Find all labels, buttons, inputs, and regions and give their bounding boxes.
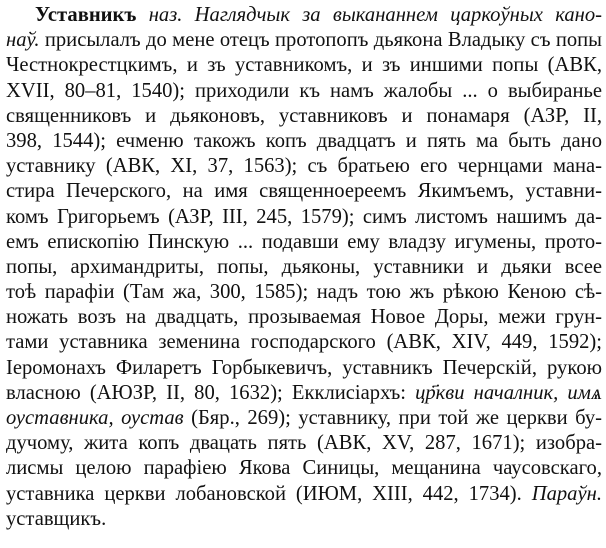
entry-text-line: [6, 205, 602, 230]
entry-text-line: [6, 28, 602, 53]
dictionary-entry: [6, 0, 602, 529]
italic-text: наў.: [6, 29, 40, 52]
entry-headword-line: [6, 3, 602, 28]
entry-text-line: [6, 431, 602, 456]
text-segment: дучому, жита копъ двацать пять (АВК, XV, 287, 1671); изобра-: [6, 432, 602, 455]
entry-text-line: [6, 104, 602, 129]
text-segment: комъ Григорьемъ (АЗР, III, 245, 1579); симъ листомъ нашимъ да-: [6, 205, 602, 228]
entry-text-line: [6, 330, 602, 355]
entry-text-line: [6, 482, 602, 507]
text-segment: стира Печерского, на имя священноереемъ Якимъемъ, уставни-: [6, 180, 602, 203]
text-segment: попы, архимандриты, попы, дьяконы, уставники и дьяки всее: [6, 255, 602, 278]
text-segment: уставника церкви лобановской (ИЮМ, XIII, 442, 1734).: [6, 482, 532, 505]
text-segment: Честнокрестцкимъ, и зъ уставникомъ, и зъ иншими попы (АВК,: [6, 54, 602, 77]
italic-text: наз. Наглядчык за выкананнем царкоўных кано-: [136, 4, 602, 26]
headword: Уставникъ: [35, 4, 137, 26]
text-segment: лисмы целою парафіею Якова Синицы, мещанина чаусовскаго,: [6, 457, 602, 480]
entry-text-line: [6, 129, 602, 154]
text-segment: ножать возъ на двадцать, прозываемая Новое Доры, межи грун-: [6, 306, 602, 329]
text-segment: Іеромонахъ Филаретъ Горбыкевичъ, уставникъ Печерскій, рукою: [6, 356, 602, 379]
entry-text-line: [6, 456, 602, 481]
italic-text: цр҃кви началник, имѧ: [415, 381, 603, 404]
italic-text: оуставника, оустав: [6, 407, 184, 429]
entry-text-line: [6, 53, 602, 78]
entry-text-line: [6, 381, 602, 406]
text-segment: священниковъ и дьяконовъ, уставниковъ и понамаря (АЗР, II,: [6, 104, 602, 127]
entry-text-line: [6, 154, 602, 179]
text-segment: уставнику (АВК, XI, 37, 1563); съ братьею его чернцами мана-: [6, 155, 602, 178]
entry-text-line: [6, 507, 602, 532]
entry-text-line: [6, 356, 602, 381]
text-segment: (Бяр., 269); уставнику, при той же церкви бу-: [183, 407, 602, 429]
text-segment: тами уставника земенина господарского (АВК, XIV, 449, 1592);: [6, 331, 602, 354]
entry-text-line: [6, 305, 602, 330]
italic-text: Параўн.: [531, 482, 602, 505]
text-segment: тоѣ парафіи (Там жа, 300, 1585); надъ тою жъ рѣкою Кеною сѣ-: [6, 281, 602, 304]
entry-text-line: [6, 79, 602, 104]
text-segment: уставщикъ.: [6, 507, 107, 530]
entry-text-line: [6, 406, 602, 431]
text-segment: власною (АЮЗР, II, 80, 1632); Екклисіархъ:: [6, 381, 416, 404]
entry-text-line: [6, 179, 602, 204]
text-segment: 398, 1544); ечменю такожъ копъ двадцатъ и пять ма быть дано: [6, 129, 602, 152]
text-segment: емъ епископію Пинскую ... подавши ему владзу игумены, прото-: [6, 230, 602, 253]
entry-text-line: [6, 230, 602, 255]
entry-text-line: [6, 255, 602, 280]
text-segment: присылалъ до мене отецъ протопопъ дьякона Владыку съ попы: [39, 29, 602, 52]
entry-text-line: [6, 280, 602, 305]
text-segment: XVII, 80–81, 1540); приходили къ намъ жалобы ... о выбиранье: [6, 79, 602, 102]
